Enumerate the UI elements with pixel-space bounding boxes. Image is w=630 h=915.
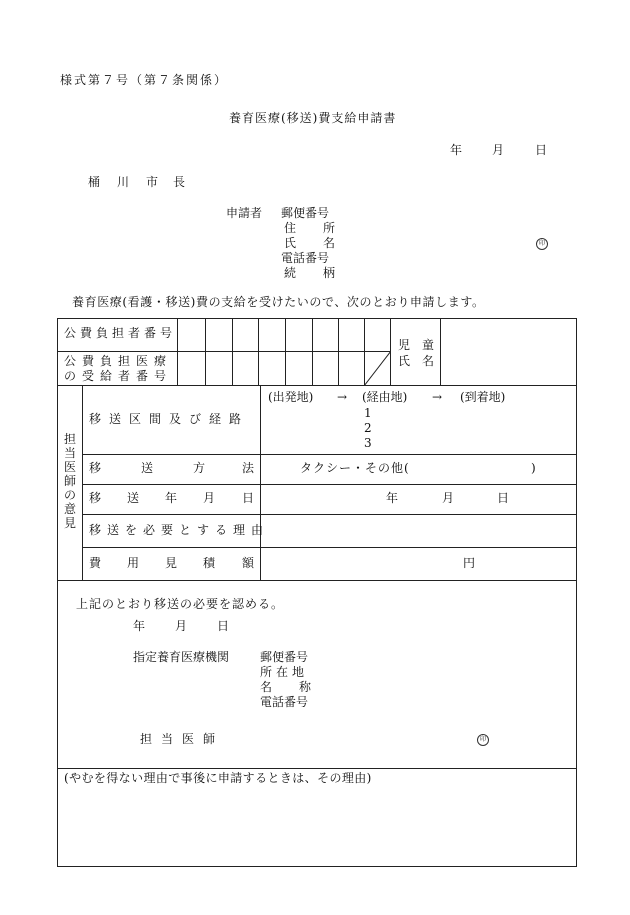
col-line-digit-1 [205,318,206,386]
cost-label-char-4: 積 [203,556,216,570]
col-line-digit-4 [285,318,286,386]
certification-day-label: 日 [217,619,230,633]
doctor-opinion-char: 当 [64,446,77,460]
addressee-char-2: 川 [117,175,130,189]
date-year-label: 年 [450,143,463,157]
route-departure-header: (出発地) [268,390,314,404]
recipient-number-label-line-1: 公費負担医療 [64,354,173,368]
date-month-label: 月 [492,143,505,157]
attending-doctor-label: 担当医師 [140,732,225,746]
row-line-5 [82,514,577,515]
row-line-7 [57,580,577,581]
route-line-number: 2 [364,421,372,435]
row-line-2 [57,385,577,386]
payer-number-label: 公費負担者番号 [64,326,177,340]
row-line-4 [82,484,577,485]
certification-month-label: 月 [175,619,188,633]
transfer-reason-label: 移送を必要とする理由 [89,523,270,537]
late-reason-label: (やむを得ない理由で事後に申請するときは、その理由) [64,771,372,785]
transfer-month-label: 月 [442,491,455,505]
doctor-opinion-char: 師 [64,474,77,488]
row-line-1a [57,351,391,352]
child-name-label-line-1: 児 童 [398,338,435,352]
applicant-name-label-2: 名 [323,236,336,250]
transfer-date-label-char-3: 年 [165,491,178,505]
recipient-digit-slash [364,351,391,386]
institution-name-label-1: 名 [260,680,273,694]
route-via-header: (経由地) [362,390,408,404]
row-line-8 [57,768,577,769]
col-line-opinion [82,385,83,581]
recipient-number-label-line-2: の受給者番号 [64,369,173,383]
doctor-opinion-char: 医 [64,460,77,474]
transfer-date-label-char-5: 日 [242,491,255,505]
cost-label-char-5: 額 [242,556,255,570]
child-name-label-line-2: 氏 名 [398,354,435,368]
route-arrival-header: (到着地) [460,390,506,404]
institution-location-label: 所在地 [260,665,309,679]
applicant-relationship-label-2: 柄 [323,266,336,280]
transfer-date-label-char-2: 送 [127,491,140,505]
method-value: タクシー・その他( [300,461,410,475]
form-number: 様式第７号（第７条関係） [60,73,229,87]
institution-phone-label: 電話番号 [260,695,309,709]
applicant-name-label-1: 氏 [284,236,297,250]
col-line-digit-6 [338,318,339,386]
method-label-char-2: 送 [141,461,154,475]
cost-label-char-1: 費 [89,556,102,570]
transfer-day-label: 日 [497,491,510,505]
applicant-phone-label: 電話番号 [281,251,330,265]
form-title: 養育医療(移送)費支給申請書 [229,111,397,125]
applicant-postal-code-label: 郵便番号 [281,206,330,220]
col-line-field [260,385,261,581]
route-arrow-icon: → [432,390,443,404]
cost-label-char-3: 見 [165,556,178,570]
col-line-digit-3 [258,318,259,386]
doctor-opinion-char: 見 [64,516,77,530]
addressee-char-3: 市 [146,175,159,189]
institution-name-label-2: 称 [299,680,312,694]
transfer-date-label-char-1: 移 [89,491,102,505]
applicant-address-label-1: 住 [284,221,297,235]
route-line-number: 1 [364,406,372,420]
cost-label-char-2: 用 [127,556,140,570]
applicant-seal-icon: 印 [536,238,548,250]
request-sentence: 養育医療(看護・移送)費の支給を受けたいので、次のとおり申請します。 [72,295,485,309]
col-line-child-name [440,318,441,386]
certification-sentence: 上記のとおり移送の必要を認める。 [76,597,285,611]
route-arrow-icon: → [337,390,348,404]
method-label-char-3: 方 [193,461,206,475]
table-border-top [57,318,577,319]
transfer-date-label-char-4: 月 [203,491,216,505]
doctor-opinion-char: 担 [64,432,77,446]
row-line-6 [82,547,577,548]
doctor-opinion-char: の [64,488,77,502]
certification-year-label: 年 [133,619,146,633]
applicant-heading: 申請者 [226,206,263,220]
transfer-year-label: 年 [386,491,399,505]
addressee-char-1: 桶 [88,175,101,189]
date-day-label: 日 [535,143,548,157]
institution-postal-code-label: 郵便番号 [260,650,309,664]
doctor-opinion-char: 意 [64,502,77,516]
doctor-seal-icon: 印 [477,734,489,746]
route-line-number: 3 [364,436,372,450]
col-line-digit-5 [312,318,313,386]
applicant-address-label-2: 所 [323,221,336,235]
method-label-char-4: 法 [242,461,255,475]
table-border-bottom [57,866,577,867]
cost-unit-label: 円 [463,556,476,570]
col-line-label [177,318,178,386]
row-line-3 [82,454,577,455]
table-border-left [57,318,58,867]
table-border-right [576,318,577,867]
applicant-relationship-label-1: 続 [284,266,297,280]
route-label: 移送区間及び経路 [89,412,250,426]
institution-heading: 指定養育医療機関 [133,650,230,664]
method-close-paren: ) [531,461,536,475]
col-line-digit-2 [232,318,233,386]
method-label-char-1: 移 [89,461,102,475]
addressee-char-4: 長 [173,175,186,189]
